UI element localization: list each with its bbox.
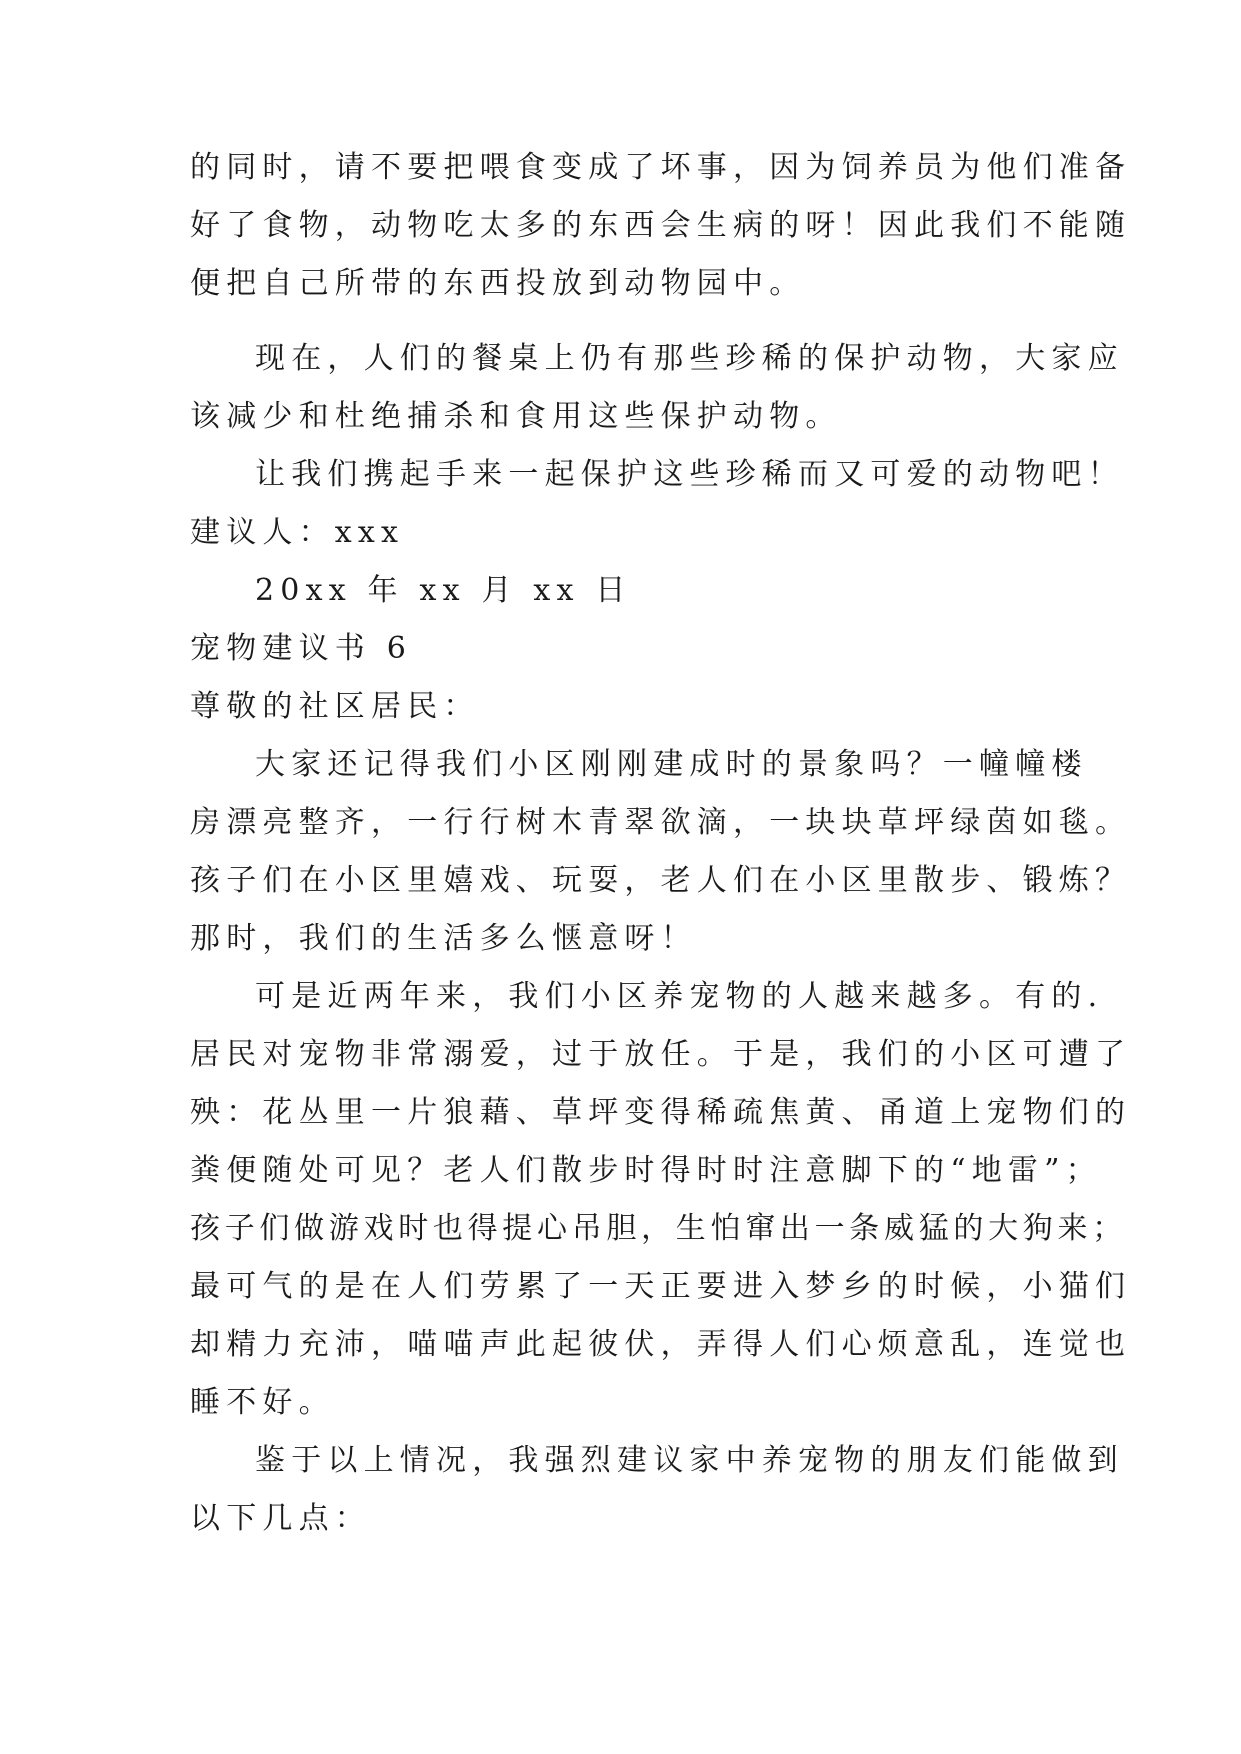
signature-line: 建议人：xxx [190, 515, 405, 550]
paragraph-line: 却精力充沛，喵喵声此起彼伏，弄得人们心烦意乱，连觉也 [190, 1327, 1132, 1362]
paragraph-line: 以下几点： [190, 1501, 371, 1536]
paragraph-line: 最可气的是在人们劳累了一天正要进入梦乡的时候，小猫们 [190, 1269, 1132, 1304]
paragraph-line: 便把自己所带的东西投放到动物园中。 [190, 266, 806, 301]
paragraph-line: 孩子们在小区里嬉戏、玩耍，老人们在小区里散步、锻炼？ [190, 863, 1132, 898]
paragraph-line: 鉴于以上情况，我强烈建议家中养宠物的朋友们能做到 [255, 1443, 1124, 1478]
paragraph-line: 的同时，请不要把喂食变成了坏事，因为饲养员为他们准备 [190, 150, 1132, 185]
paragraph-line: 让我们携起手来一起保护这些珍稀而又可爱的动物吧！ [255, 457, 1124, 492]
paragraph-line: 房漂亮整齐，一行行树木青翠欲滴，一块块草坪绿茵如毯。 [190, 805, 1132, 840]
salutation: 尊敬的社区居民： [190, 689, 480, 724]
paragraph-line: 那时，我们的生活多么惬意呀！ [190, 921, 697, 956]
paragraph-line: 居民对宠物非常溺爱，过于放任。于是，我们的小区可遭了 [190, 1037, 1132, 1072]
paragraph-line: 可是近两年来，我们小区养宠物的人越来越多。有的. [255, 979, 1104, 1014]
paragraph-line: 粪便随处可见？老人们散步时得时时注意脚下的“地雷”； [190, 1153, 1102, 1188]
date-line: 20xx 年 xx 月 xx 日 [255, 573, 632, 608]
paragraph-line: 该减少和杜绝捕杀和食用这些保护动物。 [190, 399, 842, 434]
section-title: 宠物建议书 6 [190, 631, 413, 666]
paragraph-line: 殃：花丛里一片狼藉、草坪变得稀疏焦黄、甬道上宠物们的 [190, 1095, 1132, 1130]
paragraph-line: 孩子们做游戏时也得提心吊胆，生怕窜出一条威猛的大狗来； [190, 1211, 1127, 1246]
paragraph-line: 大家还记得我们小区刚刚建成时的景象吗？一幢幢楼 [255, 747, 1088, 782]
paragraph-line: 好了食物，动物吃太多的东西会生病的呀！因此我们不能随 [190, 208, 1132, 243]
paragraph-line: 睡不好。 [190, 1385, 335, 1420]
paragraph-line: 现在，人们的餐桌上仍有那些珍稀的保护动物，大家应 [255, 341, 1124, 376]
